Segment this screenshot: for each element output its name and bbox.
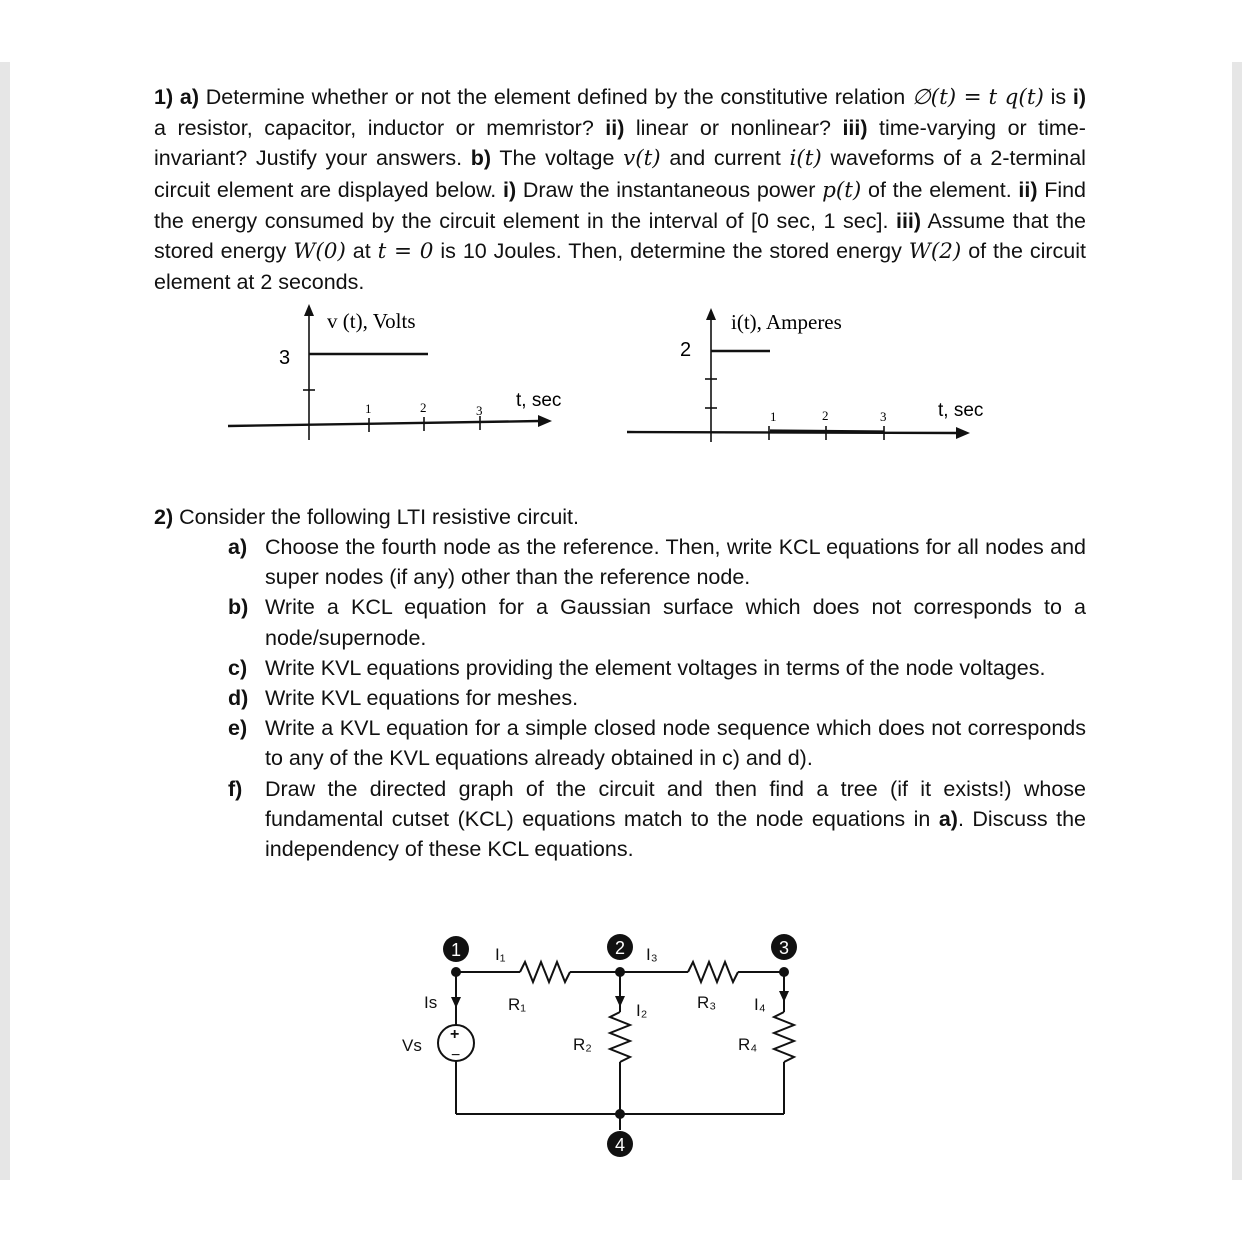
node-1-dot bbox=[451, 967, 461, 977]
q1-text: linear or nonlinear? bbox=[635, 116, 831, 141]
q1-part-b-label: b) bbox=[470, 146, 492, 171]
flux-relation-lhs: ∅(t) = bbox=[911, 85, 982, 110]
current-is-arrow bbox=[451, 997, 461, 1008]
flux-relation-rhs: t q(t) bbox=[988, 85, 1044, 110]
resistor-r4 bbox=[774, 1012, 794, 1062]
node-3-label: 3 bbox=[778, 938, 790, 958]
q1-text: at bbox=[352, 239, 371, 264]
q1-sub-label: i) bbox=[502, 177, 517, 202]
q2-item-label: f) bbox=[228, 776, 243, 801]
q2-item-text: Write a KCL equation for a Gaussian surface which does not corresponds to a node/supernode. bbox=[265, 595, 1086, 650]
q1-sub-label: i) bbox=[1072, 85, 1086, 109]
r1-label: R₁ bbox=[508, 995, 527, 1014]
v-plot-y-tick-label: 3 bbox=[279, 347, 291, 369]
v-plot-x-tick-label: 3 bbox=[476, 403, 483, 418]
q2-item-label: e) bbox=[228, 716, 248, 741]
q1-text: a resistor, capacitor, inductor or memristor? bbox=[154, 116, 594, 141]
q1-sub-label: ii) bbox=[1018, 177, 1038, 202]
q2-intro: Consider the following LTI resistive circuit. bbox=[179, 505, 580, 529]
current-i2-label: I₂ bbox=[636, 1001, 648, 1020]
q2-item-label: c) bbox=[228, 655, 248, 680]
v-plot-x-tick-label: 2 bbox=[420, 400, 427, 415]
q1-text: waveforms of a 2-terminal circuit element are displayed below. bbox=[154, 146, 1086, 202]
q1-text: Determine whether or not the element defined by the constitutive relation bbox=[205, 85, 906, 109]
current-is-label: Is bbox=[424, 993, 438, 1012]
voltage-symbol: v(t) bbox=[623, 146, 661, 172]
i-plot-y-tick-label: 2 bbox=[680, 339, 692, 361]
r2-label: R₂ bbox=[573, 1035, 592, 1054]
q2-item-text: Write KVL equations for meshes. bbox=[265, 686, 579, 711]
q2-item-label: d) bbox=[228, 686, 249, 711]
q2-item-text: Write a KVL equation for a simple closed node sequence which does not corresponds to any of the KVL equations already obtained in c) and d). bbox=[265, 716, 1086, 771]
current-i4-label: I₄ bbox=[754, 995, 766, 1014]
q1-text: Find the energy consumed by the circuit element in the interval of [0 sec, 1 sec]. bbox=[154, 177, 1087, 233]
q2-item-text: Choose the fourth node as the reference. Then, write KCL equations for all nodes and super nodes (if any) other than the reference node. bbox=[265, 535, 1086, 590]
source-minus-sign: − bbox=[451, 1047, 461, 1064]
i-plot-x-tick-label: 2 bbox=[822, 408, 829, 423]
node-2-dot bbox=[615, 967, 625, 977]
q1-sub-label: iii) bbox=[895, 208, 922, 233]
q1-text: is 10 Joules. Then, determine the stored energy bbox=[440, 239, 902, 264]
current-i4-arrow bbox=[779, 991, 789, 1002]
q1-text: Draw the instantaneous power bbox=[522, 177, 816, 202]
current-symbol: i(t) bbox=[789, 146, 822, 172]
node-4-label: 4 bbox=[614, 1135, 626, 1155]
energy-w2-symbol: W(2) bbox=[908, 239, 962, 265]
r4-label: R₄ bbox=[738, 1035, 758, 1054]
q1-text: of the element. bbox=[868, 177, 1012, 202]
q1-sub-label: iii) bbox=[842, 116, 868, 141]
q2-item-text: . Discuss the independency of these KCL equations. bbox=[265, 806, 1086, 862]
q2-number: 2) bbox=[154, 505, 174, 529]
current-i3-label: I₃ bbox=[646, 945, 658, 964]
q2-item-ref: a) bbox=[938, 806, 958, 831]
energy-w0-symbol: W(0) bbox=[293, 239, 346, 265]
q2-item-text: Draw the directed graph of the circuit and then find a tree (if it exists!) whose fundamental cutset (KCL) equations match to the node equations in bbox=[265, 776, 1086, 831]
node-3-dot bbox=[779, 967, 789, 977]
node-4-dot bbox=[615, 1109, 625, 1119]
current-i1-label: I₁ bbox=[495, 945, 506, 964]
q2-item-text: Write KVL equations providing the element voltages in terms of the node voltages. bbox=[265, 655, 1046, 680]
current-i2-arrow bbox=[615, 996, 625, 1007]
q2-item-label: b) bbox=[228, 595, 249, 620]
v-plot-x-label: t, sec bbox=[516, 390, 562, 411]
r3-label: R₃ bbox=[697, 993, 717, 1012]
q1-number: 1) bbox=[154, 85, 174, 109]
source-plus-sign: + bbox=[450, 1026, 460, 1043]
v-plot-y-label: v (t), Volts bbox=[327, 309, 416, 333]
resistor-r1 bbox=[520, 962, 570, 982]
resistor-r3 bbox=[688, 962, 738, 982]
i-plot-x-tick-label: 3 bbox=[880, 409, 887, 424]
node-2-label: 2 bbox=[614, 938, 626, 958]
time-zero-symbol: t = 0 bbox=[377, 239, 434, 265]
node-1-label: 1 bbox=[450, 940, 462, 960]
i-plot-y-label: i(t), Amperes bbox=[731, 310, 842, 334]
v-plot-x-tick-label: 1 bbox=[365, 401, 372, 416]
q1-text: The voltage bbox=[499, 146, 615, 171]
q1-sub-label: ii) bbox=[605, 116, 625, 141]
i-plot-x-label: t, sec bbox=[938, 400, 984, 421]
q1-text: time-varying or time-invariant? Justify your answers. bbox=[154, 116, 1086, 171]
q1-text: Assume that the stored energy bbox=[154, 208, 1086, 264]
q1-text: and current bbox=[669, 146, 781, 171]
q2-item-label: a) bbox=[228, 535, 248, 559]
resistor-r2 bbox=[610, 1012, 630, 1062]
q1-text: of the circuit element at 2 seconds. bbox=[154, 239, 1086, 295]
i-plot-x-tick-label: 1 bbox=[770, 409, 777, 424]
power-symbol: p(t) bbox=[822, 177, 862, 203]
q1-text: is bbox=[1050, 85, 1067, 109]
q1-part-a-label: a) bbox=[179, 85, 199, 109]
source-label: Vs bbox=[402, 1036, 422, 1055]
